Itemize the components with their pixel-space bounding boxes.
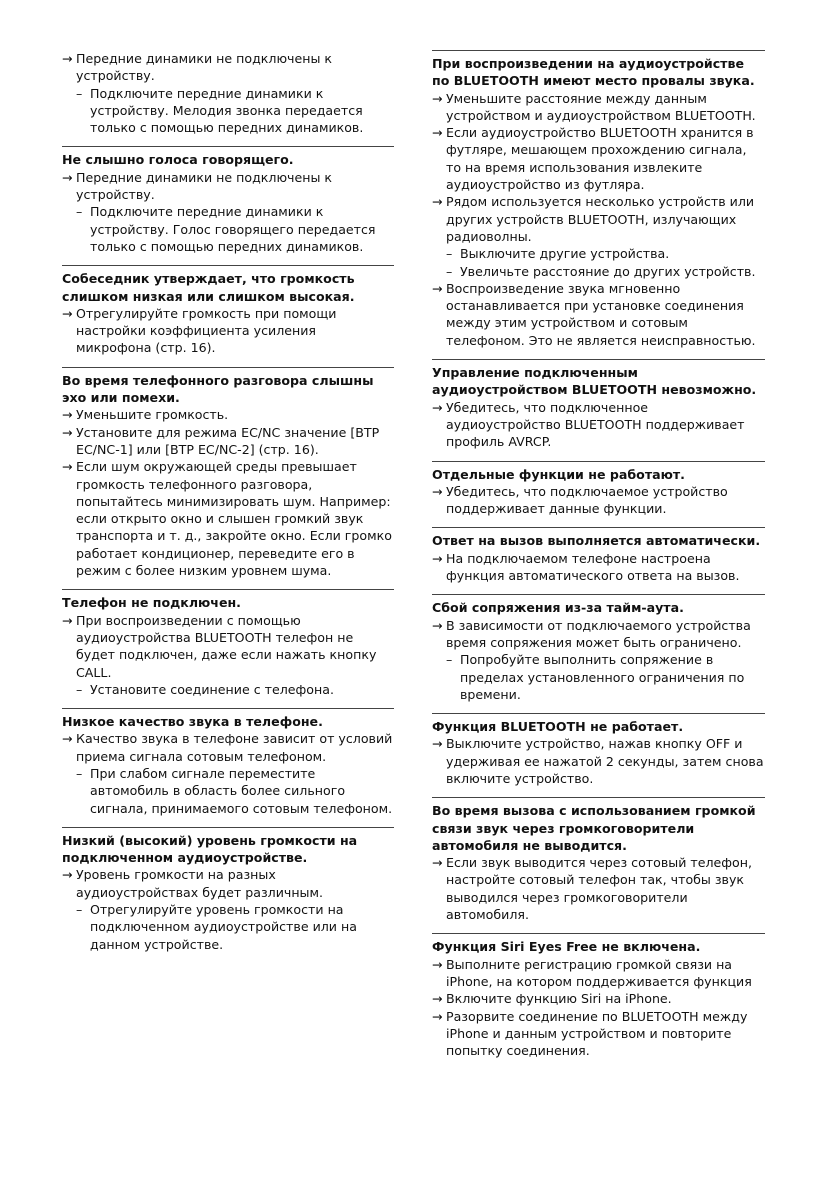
bullet-item <box>432 193 765 245</box>
section-heading: Функция BLUETOOTH не работает. <box>432 719 684 735</box>
sub-item <box>432 263 765 280</box>
item-text: Выключите устройство, нажав кнопку OFF и удерживая ее нажатой 2 секунды, затем снова включите устройство. <box>446 736 764 786</box>
arrow-right-icon: → <box>432 194 443 210</box>
sub-item <box>62 901 394 953</box>
item-text: Качество звука в телефоне зависит от условий приема сигнала сотовым телефоном. <box>76 731 393 764</box>
arrow-right-icon: → <box>62 459 73 475</box>
section-heading: Низкий (высокий) уровень громкости на подключенном аудиоустройстве. <box>62 832 358 866</box>
arrow-right-icon: → <box>432 483 443 499</box>
arrow-right-icon: → <box>432 1008 443 1024</box>
bullet-item <box>62 458 394 579</box>
section-heading: Во время телефонного разговора слышны эхо или помехи. <box>62 372 374 406</box>
bullet-item <box>432 280 765 349</box>
dash-icon: – <box>76 765 83 781</box>
section-heading: Низкое качество звука в телефоне. <box>62 714 323 730</box>
item-text: Увеличьте расстояние до других устройств. <box>460 263 756 279</box>
sub-item <box>62 203 394 255</box>
bullet-item <box>62 406 394 423</box>
bullet-item <box>62 169 394 204</box>
troubleshooting-section <box>62 146 394 255</box>
item-text: Передние динамики не подключены к устройству. <box>76 51 333 84</box>
section-heading: Телефон не подключен. <box>62 595 241 611</box>
troubleshooting-section <box>432 713 765 787</box>
troubleshooting-section <box>432 933 765 1059</box>
item-text: Подключите передние динамики к устройству. Мелодия звонка передается только с помощью передних динамиков. <box>90 85 364 136</box>
arrow-right-icon: → <box>62 612 73 628</box>
dash-icon: – <box>76 85 83 101</box>
dash-icon: – <box>76 902 83 918</box>
dash-icon: – <box>76 681 83 697</box>
arrow-right-icon: → <box>62 51 73 66</box>
arrow-right-icon: → <box>62 867 73 883</box>
item-text: Включите функцию Siri на iPhone. <box>446 991 672 1007</box>
arrow-right-icon: → <box>432 991 443 1007</box>
item-text: Если аудиоустройство BLUETOOTH хранится в футляре, мешающем прохождению сигнала, то на время использования извлеките аудиоустройство из футляра. <box>446 125 754 193</box>
troubleshooting-section <box>432 359 765 450</box>
dash-icon: – <box>446 263 453 279</box>
troubleshooting-section <box>62 708 394 817</box>
bullet-item <box>432 483 765 518</box>
section-heading: Во время вызова с использованием громкой связи звук через громкоговорители автомобиля не выводится. <box>432 803 756 853</box>
item-text: Подключите передние динамики к устройству. Голос говорящего передается только с помощью передних динамиков. <box>90 204 376 254</box>
item-text: На подключаемом телефоне настроена функция автоматического ответа на вызов. <box>446 550 740 584</box>
sub-item <box>62 681 394 698</box>
item-text: Воспроизведение звука мгновенно останавливается при установке соединения между этим устройством и сотовым телефоном. Это не является неисправностью. <box>446 280 756 348</box>
left-column <box>62 50 394 963</box>
troubleshooting-section <box>62 265 394 356</box>
arrow-right-icon: → <box>432 280 443 296</box>
bullet-item <box>62 424 394 459</box>
arrow-right-icon: → <box>432 90 443 106</box>
bullet-item <box>62 612 394 681</box>
arrow-right-icon: → <box>432 125 443 141</box>
item-text: В зависимости от подключаемого устройства время сопряжения может быть ограничено. <box>446 617 751 650</box>
item-text: Выполните регистрацию громкой связи на iPhone, на котором поддерживается функция <box>446 956 752 989</box>
troubleshooting-section <box>62 50 394 136</box>
bullet-item <box>62 730 394 765</box>
troubleshooting-section <box>62 827 394 953</box>
section-heading: Ответ на вызов выполняется автоматически. <box>432 533 761 549</box>
item-text: Если шум окружающей среды превышает громкость телефонного разговора, попытайтесь минимизировать шум. Например: если открыто окно и слышен громкий звук транспорта и т. д., закройте окно. Если громко работает кондиционер, переведите его в режим с более низким уровнем шума. <box>76 459 392 579</box>
bullet-item <box>432 617 765 652</box>
item-text: Попробуйте выполнить сопряжение в пределах установленного ограничения по времени. <box>460 652 745 702</box>
arrow-right-icon: → <box>62 169 73 185</box>
section-heading: Управление подключенным аудиоустройством BLUETOOTH невозможно. <box>432 365 757 398</box>
troubleshooting-section <box>432 594 765 703</box>
section-heading: Собеседник утверждает, что громкость слишком низкая или слишком высокая. <box>62 271 355 304</box>
section-heading: Не слышно голоса говорящего. <box>62 152 294 168</box>
arrow-right-icon: → <box>432 855 443 871</box>
item-text: Уровень громкости на разных аудиоустройствах будет различным. <box>76 867 323 900</box>
bullet-item <box>62 305 394 357</box>
troubleshooting-section <box>432 797 765 923</box>
bullet-item <box>432 735 765 787</box>
section-heading: При воспроизведении на аудиоустройстве по BLUETOOTH имеют место провалы звука. <box>432 56 755 89</box>
bullet-item <box>432 1008 765 1060</box>
arrow-right-icon: → <box>432 736 443 752</box>
arrow-right-icon: → <box>432 956 443 972</box>
arrow-right-icon: → <box>432 399 443 415</box>
section-heading: Сбой сопряжения из-за тайм-аута. <box>432 600 684 616</box>
troubleshooting-section <box>62 367 394 580</box>
bullet-item <box>432 956 765 991</box>
arrow-right-icon: → <box>62 424 73 440</box>
bullet-item <box>62 50 394 85</box>
item-text: Передние динамики не подключены к устройству. <box>76 169 333 203</box>
item-text: Уменьшите громкость. <box>76 407 229 423</box>
arrow-right-icon: → <box>432 550 443 566</box>
item-text: Рядом используется несколько устройств или других устройств BLUETOOTH, излучающих радиоволны. <box>446 194 755 244</box>
item-text: Установите соединение с телефона. <box>90 681 334 697</box>
arrow-right-icon: → <box>62 407 73 423</box>
troubleshooting-section <box>432 527 765 584</box>
troubleshooting-section <box>432 461 765 518</box>
item-text: Разорвите соединение по BLUETOOTH между iPhone и данным устройством и повторите попытку соединения. <box>446 1008 748 1059</box>
item-text: При слабом сигнале переместите автомобиль в область более сильного сигнала, принимаемого сотовым телефоном. <box>90 765 393 816</box>
item-text: Убедитесь, что подключаемое устройство поддерживает данные функции. <box>446 483 728 517</box>
item-text: Выключите другие устройства. <box>460 246 670 262</box>
arrow-right-icon: → <box>432 617 443 633</box>
right-column <box>432 50 765 1069</box>
arrow-right-icon: → <box>62 731 73 747</box>
dash-icon: – <box>76 204 83 220</box>
bullet-item <box>432 124 765 193</box>
sub-item <box>432 245 765 262</box>
item-text: Если звук выводится через сотовый телефон, настройте сотовый телефон так, чтобы звук выводился через громкоговорители автомобиля. <box>446 855 752 923</box>
troubleshooting-section <box>62 589 394 698</box>
item-text: Отрегулируйте уровень громкости на подключенном аудиоустройстве или на данном устройстве. <box>90 902 357 952</box>
section-heading: Функция Siri Eyes Free не включена. <box>432 939 701 955</box>
dash-icon: – <box>446 246 453 262</box>
item-text: Убедитесь, что подключенное аудиоустройство BLUETOOTH поддерживает профиль AVRCP. <box>446 399 745 450</box>
troubleshooting-section <box>432 50 765 349</box>
item-text: При воспроизведении с помощью аудиоустройства BLUETOOTH телефон не будет подключен, даже если нажать кнопку CALL. <box>76 612 377 680</box>
bullet-item <box>432 399 765 451</box>
item-text: Установите для режима EC/NC значение [BTP EC/NC-1] или [BTP EC/NC-2] (стр. 16). <box>76 424 380 457</box>
item-text: Уменьшите расстояние между данным устройством и аудиоустройством BLUETOOTH. <box>446 90 756 123</box>
item-text: Отрегулируйте громкость при помощи настройки коэффициента усиления микрофона (стр. 16). <box>76 305 337 356</box>
bullet-item <box>432 854 765 923</box>
bullet-item <box>62 866 394 901</box>
section-heading: Отдельные функции не работают. <box>432 466 685 482</box>
bullet-item <box>432 90 765 125</box>
bullet-item <box>432 550 765 585</box>
arrow-right-icon: → <box>62 305 73 321</box>
sub-item <box>432 651 765 703</box>
sub-item <box>62 85 394 137</box>
sub-item <box>62 765 394 817</box>
dash-icon: – <box>446 652 453 668</box>
bullet-item <box>432 990 765 1007</box>
